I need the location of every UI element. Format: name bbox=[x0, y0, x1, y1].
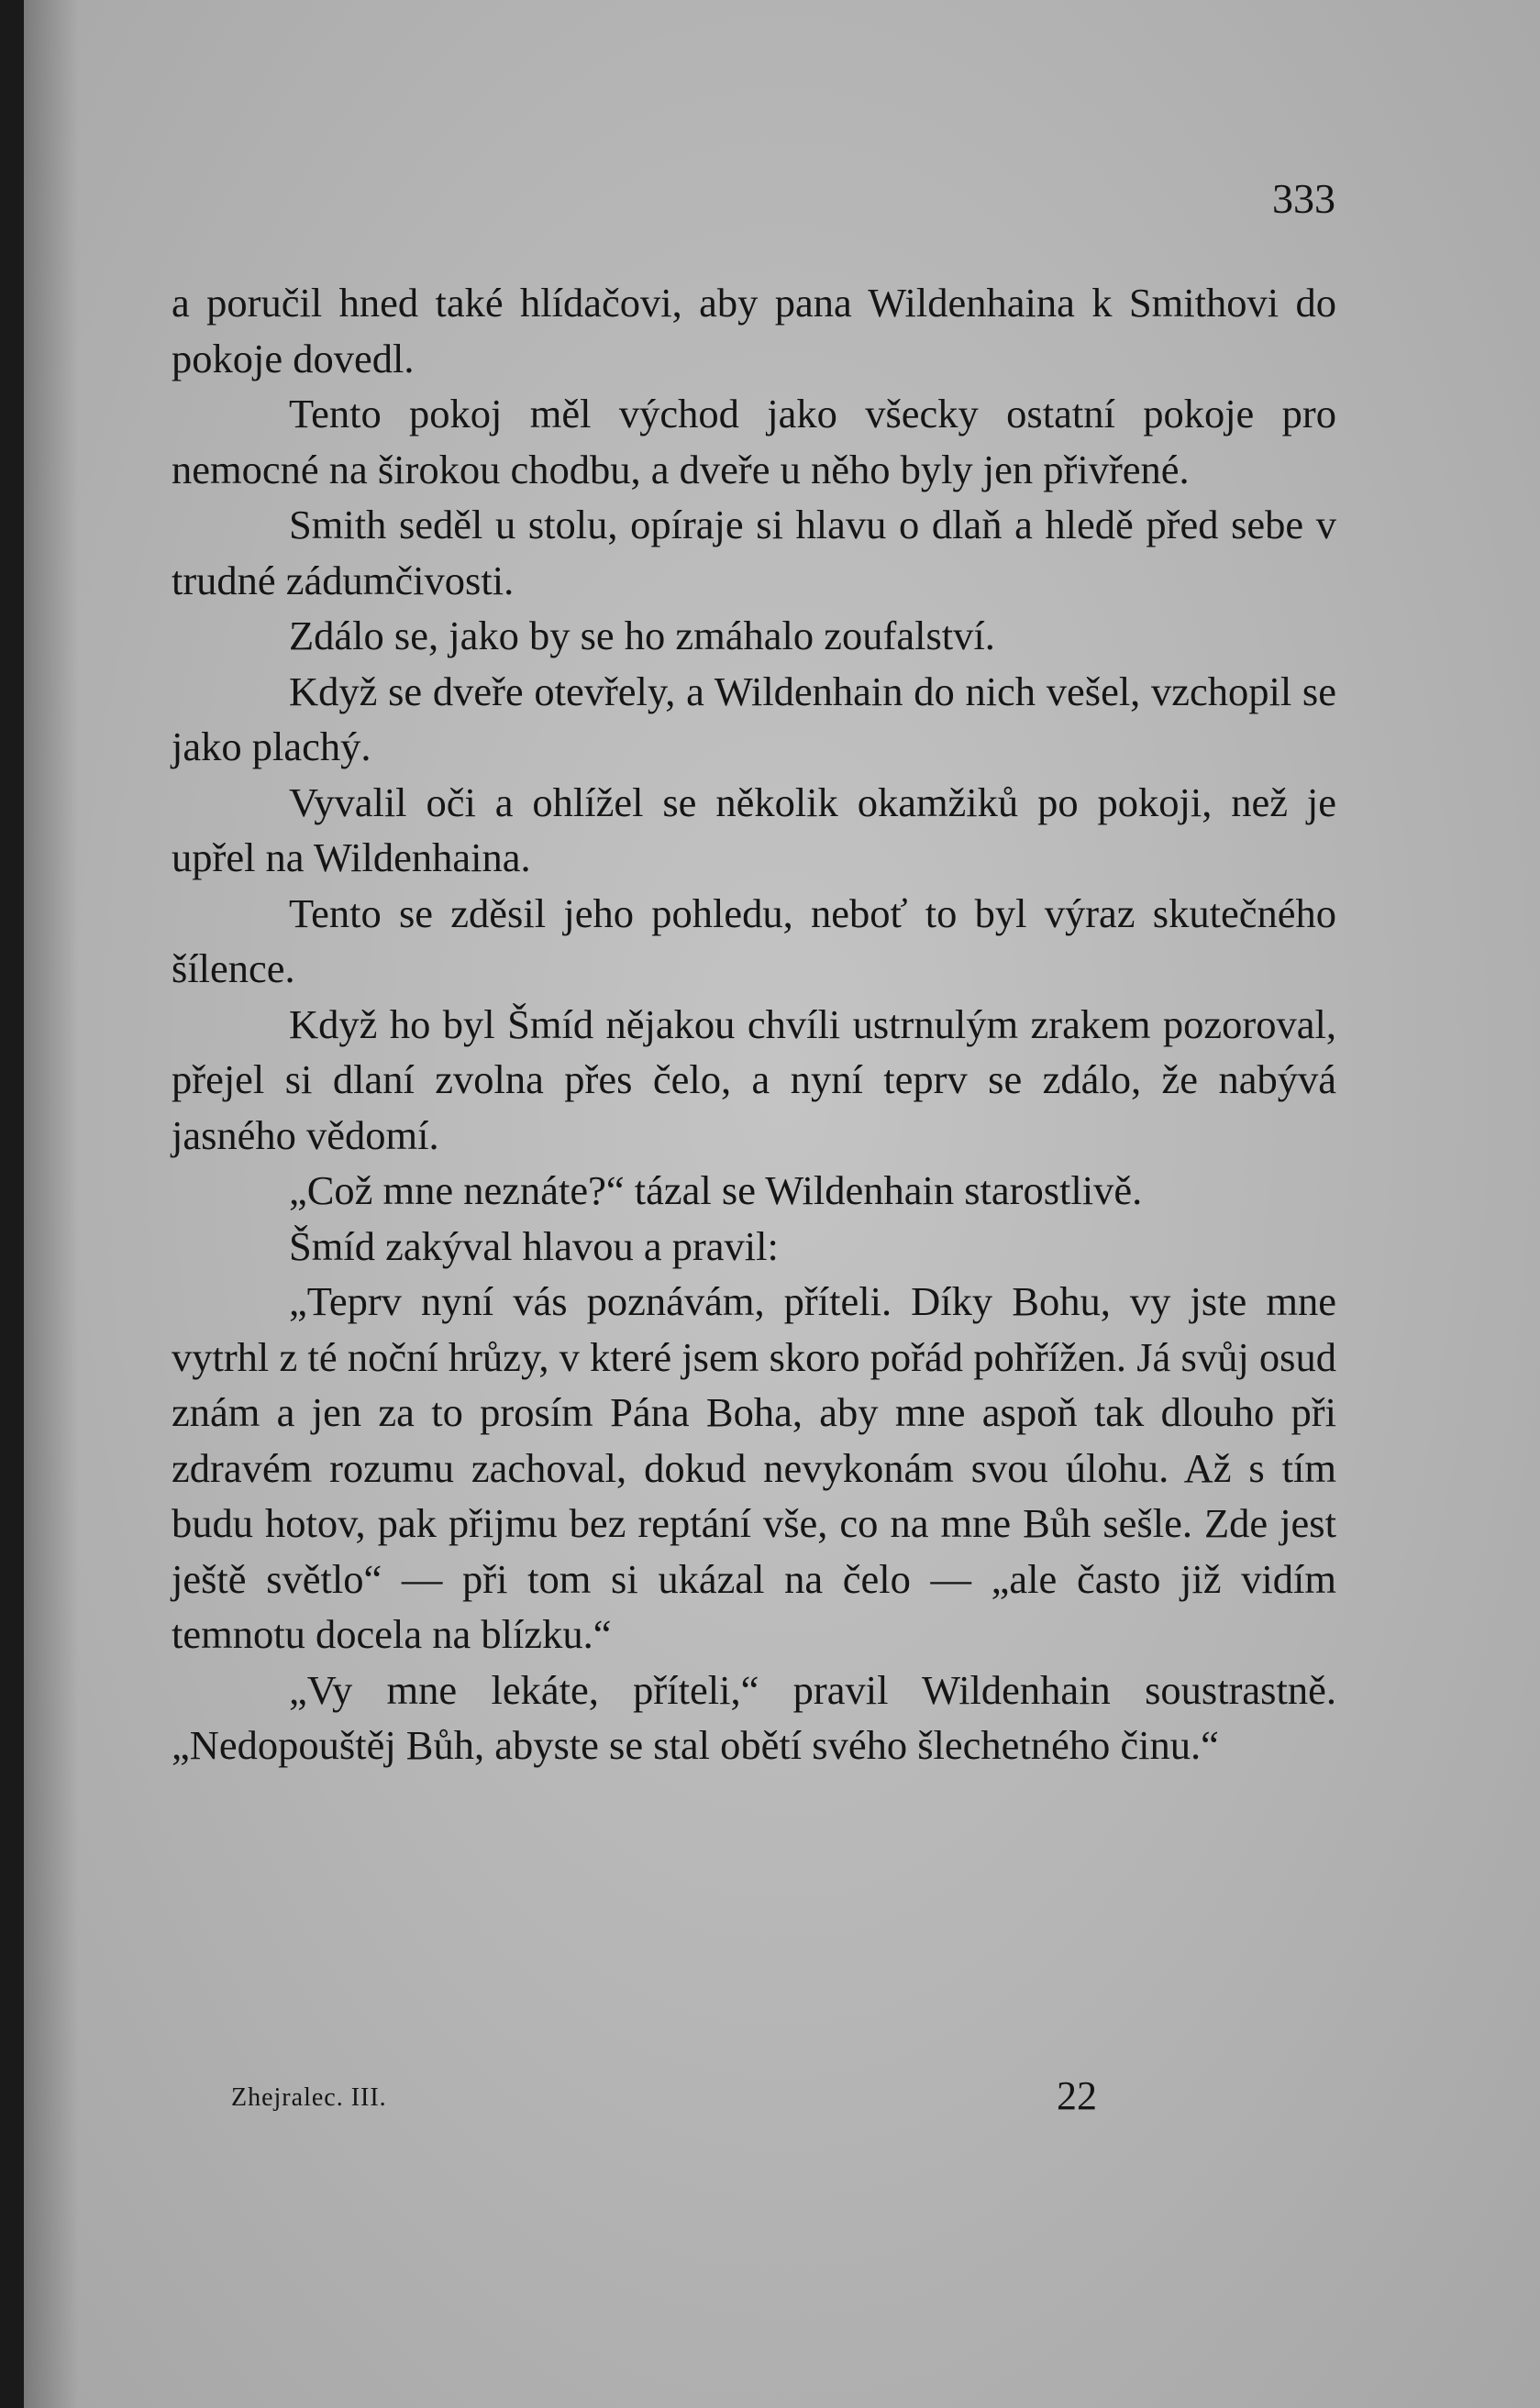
printer-signature: Zhejralec. III. bbox=[231, 2083, 387, 2112]
body-text bbox=[172, 275, 1336, 1773]
book-page bbox=[24, 0, 1540, 2408]
paragraph: Když ho byl Šmíd nějakou chvíli ustrnulým zrakem pozoroval, přejel si dlaní zvolna přes čelo, a nyní teprv se zdálo, že nabývá jasného vědomí. bbox=[172, 1000, 1336, 1158]
paragraph: „Teprv nyní vás poznávám, příteli. Díky Bohu, vy jste mne vytrhl z té noční hrůzy, v které jsem skoro pořád pohřížen. Já svůj osud znám a jen za to prosím Pána Boha, aby mne aspoň tak dlouho při zdravém rozumu zachoval, dokud nevykonám svou úlohu. Až s tím budu hotov, pak přijmu bez reptání vše, co na mne Bůh sešle. Zde jest ještě světlo“ — při tom si ukázal na čelo — „ale často již vidím temnotu docela na blízku.“ bbox=[172, 1278, 1336, 1657]
paragraph: Tento se zděsil jeho pohledu, neboť to byl výraz skutečného šílence. bbox=[172, 889, 1336, 991]
spine-shadow bbox=[24, 0, 79, 2408]
paragraph: Smith seděl u stolu, opíraje si hlavu o dlaň a hledě před sebe v trudné zádumčivosti. bbox=[172, 502, 1336, 603]
paragraph: a poručil hned také hlídačovi, aby pana Wildenhaina k Smithovi do pokoje dovedl. bbox=[172, 280, 1336, 381]
paragraph: Zdálo se, jako by se ho zmáhalo zoufalství. bbox=[289, 613, 995, 658]
page-number: 333 bbox=[1272, 175, 1335, 222]
paragraph: Vyvalil oči a ohlížel se několik okamžiků po pokoji, než je upřel na Wildenhaina. bbox=[172, 779, 1336, 880]
sheet-number: 22 bbox=[1057, 2073, 1097, 2118]
paragraph: „Vy mne lekáte, příteli,“ pravil Wildenhain soustrastně. „Nedopouštěj Bůh, abyste se stal obětí svého šlechetného činu.“ bbox=[172, 1666, 1336, 1768]
paragraph: Když se dveře otevřely, a Wildenhain do nich vešel, vzchopil se jako plachý. bbox=[172, 668, 1336, 769]
page-footer bbox=[231, 2072, 1341, 2127]
paragraph: Šmíd zakýval hlavou a pravil: bbox=[289, 1222, 779, 1269]
paragraph: „Což mne neznáte?“ tázal se Wildenhain starostlivě. bbox=[289, 1167, 1143, 1213]
paragraph: Tento pokoj měl východ jako všecky ostatní pokoje pro nemocné na širokou chodbu, a dveře u něho byly jen přivřené. bbox=[172, 391, 1336, 492]
